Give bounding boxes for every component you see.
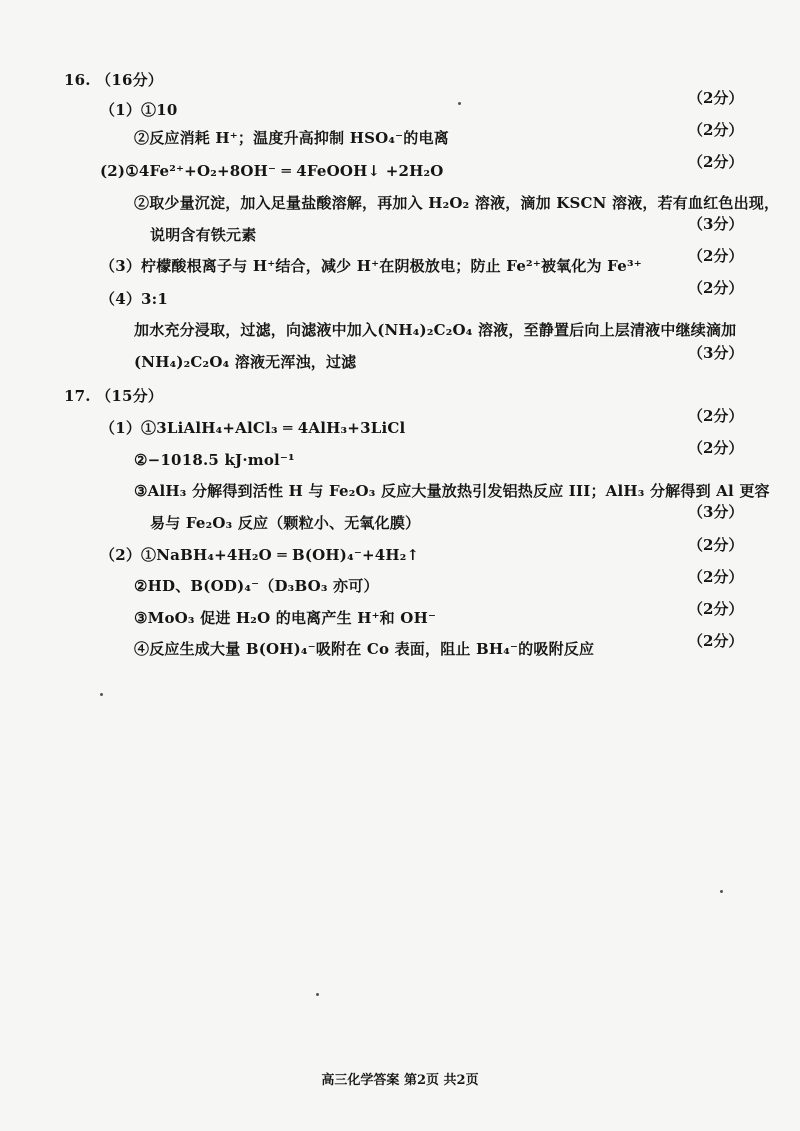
q16-1-1: （1）①10 xyxy=(100,101,178,119)
q16-1-2-score: （2分） xyxy=(688,121,744,139)
q16-3: （3）柠檬酸根离子与 H⁺结合，减少 H⁺在阴极放电；防止 Fe²⁺被氧化为 Fe³⁺ xyxy=(100,257,642,275)
q16-3-score: （2分） xyxy=(688,247,744,265)
q17-2-2-score: （2分） xyxy=(688,568,744,586)
q16-2-1-score: （2分） xyxy=(688,153,744,171)
q17-2-4: ④反应生成大量 B(OH)₄⁻吸附在 Co 表面，阻止 BH₄⁻的吸附反应 xyxy=(134,640,595,658)
scan-speck xyxy=(720,890,723,893)
q17-2-2: ②HD、B(OD)₄⁻（D₃BO₃ 亦可） xyxy=(134,577,379,595)
page-footer: 高三化学答案 第2页 共2页 xyxy=(321,1073,479,1088)
q17-1-3-score: （3分） xyxy=(688,503,744,521)
q17-1-3a: ③AlH₃ 分解得到活性 H 与 Fe₂O₃ 反应大量放热引发铝热反应 III；AlH₃ 分解得到 Al 更容 xyxy=(134,482,770,500)
q17-1-1: （1）①3LiAlH₄+AlCl₃ ═ 4AlH₃+3LiCl xyxy=(100,419,406,437)
q16-2-2b: 说明含有铁元素 xyxy=(150,226,257,244)
q16-heading: 16. （16分） xyxy=(64,71,163,89)
q17-1-3b: 易与 Fe₂O₃ 反应（颗粒小、无氧化膜） xyxy=(150,514,421,532)
q17-2-1-score: （2分） xyxy=(688,536,744,554)
q16-1-2: ②反应消耗 H⁺；温度升高抑制 HSO₄⁻的电离 xyxy=(134,129,449,147)
q17-2-1: （2）①NaBH₄+4H₂O ═ B(OH)₄⁻+4H₂↑ xyxy=(100,546,420,564)
scan-speck xyxy=(458,102,461,105)
q16-4-2a: 加水充分浸取，过滤，向滤液中加入(NH₄)₂C₂O₄ 溶液，至静置后向上层清液中继续滴加 xyxy=(134,321,737,339)
q16-2-1: (2)①4Fe²⁺+O₂+8OH⁻ ═ 4FeOOH↓ +2H₂O xyxy=(100,162,444,180)
q17-2-3: ③MoO₃ 促进 H₂O 的电离产生 H⁺和 OH⁻ xyxy=(134,609,437,627)
scan-speck xyxy=(316,993,319,996)
q16-1-1-score: （2分） xyxy=(688,89,744,107)
q16-4-1: （4）3:1 xyxy=(100,290,169,308)
scan-speck xyxy=(100,693,103,696)
q17-1-1-score: （2分） xyxy=(688,407,744,425)
q17-1-2: ②−1018.5 kJ·mol⁻¹ xyxy=(134,451,295,469)
q16-4-2b: (NH₄)₂C₂O₄ 溶液无浑浊，过滤 xyxy=(134,353,357,371)
q17-2-3-score: （2分） xyxy=(688,600,744,618)
q17-heading: 17. （15分） xyxy=(64,387,163,405)
q16-4-1-score: （2分） xyxy=(688,279,744,297)
q16-4-2-score: （3分） xyxy=(688,344,744,362)
q16-2-2a: ②取少量沉淀，加入足量盐酸溶解，再加入 H₂O₂ 溶液，滴加 KSCN 溶液，若有血红色出现， xyxy=(134,194,780,212)
q17-2-4-score: （2分） xyxy=(688,632,744,650)
q17-1-2-score: （2分） xyxy=(688,439,744,457)
q16-2-2-score: （3分） xyxy=(688,215,744,233)
